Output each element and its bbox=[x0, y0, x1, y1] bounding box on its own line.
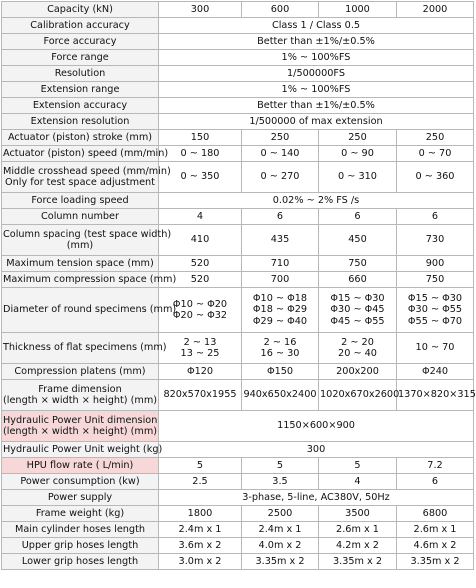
crosshead-speed-600: 0 ~ 270 bbox=[242, 162, 319, 193]
column-spacing-2000: 730 bbox=[397, 225, 474, 256]
extension-range-value: 1% ~ 100%FS bbox=[159, 82, 474, 98]
round-specimens-600-line: Φ29 ~ Φ40 bbox=[252, 315, 308, 327]
frame-weight-1000: 3500 bbox=[319, 506, 397, 522]
extension-accuracy-value: Better than ±1%/±0.5% bbox=[159, 98, 474, 114]
calibration-accuracy-label: Calibration accuracy bbox=[2, 18, 159, 34]
crosshead-speed-label bbox=[2, 162, 171, 193]
frame-dimension-600: 940x650x2400 bbox=[242, 380, 319, 411]
round-specimens-2000-line: Φ55 ~ Φ70 bbox=[407, 315, 463, 327]
column-spacing-1000: 450 bbox=[319, 225, 397, 256]
force-range-row bbox=[2, 50, 474, 66]
hpu-dimension-label bbox=[2, 411, 159, 442]
extension-range-row bbox=[2, 82, 474, 98]
hpu-weight-label: Hydraulic Power Unit weight (kg) bbox=[2, 442, 159, 458]
lower-grip-hoses-1000: 3.35m x 2 bbox=[319, 554, 397, 570]
actuator-speed-600: 0 ~ 140 bbox=[242, 146, 319, 162]
hpu-flow-rate-600: 5 bbox=[242, 458, 319, 474]
power-supply-row bbox=[2, 490, 474, 506]
flat-specimens-label: Thickness of flat specimens (mm) bbox=[2, 333, 159, 364]
flat-specimens-1000 bbox=[319, 333, 397, 364]
upper-grip-hoses-600: 4.0m x 2 bbox=[242, 538, 319, 554]
round-specimens-1000-line: Φ30 ~ Φ45 bbox=[330, 304, 385, 316]
column-number-row bbox=[2, 209, 474, 225]
column-spacing-row bbox=[2, 225, 474, 256]
column-spacing-label-line1: Column spacing (test space width) bbox=[3, 228, 172, 240]
column-spacing-label-line2: (mm) bbox=[66, 240, 94, 251]
capacity-600: 600 bbox=[242, 2, 319, 18]
max-compression-space-row bbox=[2, 272, 474, 288]
capacity-300: 300 bbox=[159, 2, 242, 18]
force-accuracy-row bbox=[2, 34, 474, 50]
flat-specimens-300-line: 2 ~ 13 bbox=[183, 336, 217, 348]
round-specimens-2000 bbox=[397, 288, 474, 333]
column-number-2000: 6 bbox=[397, 209, 474, 225]
actuator-speed-row bbox=[2, 146, 474, 162]
force-loading-speed-label: Force loading speed bbox=[2, 193, 159, 209]
max-tension-space-300: 520 bbox=[159, 256, 242, 272]
power-consumption-1000: 4 bbox=[319, 474, 397, 490]
max-tension-space-row bbox=[2, 256, 474, 272]
compression-platens-label: Compression platens (mm) bbox=[2, 364, 159, 380]
force-accuracy-value: Better than ±1%/±0.5% bbox=[159, 34, 474, 50]
force-range-label: Force range bbox=[2, 50, 159, 66]
extension-resolution-value: 1/500000 of max extension bbox=[159, 114, 474, 130]
upper-grip-hoses-1000: 4.2m x 2 bbox=[319, 538, 397, 554]
actuator-stroke-2000: 250 bbox=[397, 130, 474, 146]
power-consumption-600: 3.5 bbox=[242, 474, 319, 490]
actuator-stroke-300: 150 bbox=[159, 130, 242, 146]
hpu-weight-value: 300 bbox=[159, 442, 474, 458]
crosshead-speed-label-line2: Only for test space adjustment bbox=[5, 177, 155, 188]
flat-specimens-300 bbox=[159, 333, 242, 364]
frame-dimension-1000: 1020x670x2600 bbox=[319, 380, 397, 411]
actuator-speed-label: Actuator (piston) speed (mm/min) bbox=[2, 146, 159, 162]
frame-dimension-2000: 1370×820×315 bbox=[397, 380, 474, 411]
force-loading-speed-value: 0.02% ~ 2% FS /s bbox=[159, 193, 474, 209]
compression-platens-2000: Φ240 bbox=[397, 364, 474, 380]
compression-platens-300: Φ120 bbox=[159, 364, 242, 380]
round-specimens-row bbox=[2, 288, 474, 333]
extension-resolution-row bbox=[2, 114, 474, 130]
main-cylinder-hoses-row bbox=[2, 522, 474, 538]
hpu-flow-rate-2000: 7.2 bbox=[397, 458, 474, 474]
round-specimens-label: Diameter of round specimens (mm) bbox=[2, 288, 159, 333]
column-spacing-600: 435 bbox=[242, 225, 319, 256]
hpu-flow-rate-row bbox=[2, 458, 474, 474]
max-tension-space-1000: 750 bbox=[319, 256, 397, 272]
max-compression-space-1000: 660 bbox=[319, 272, 397, 288]
frame-dimension-row bbox=[2, 380, 474, 411]
capacity-label: Capacity (kN) bbox=[2, 2, 159, 18]
crosshead-speed-300: 0 ~ 350 bbox=[159, 162, 242, 193]
resolution-row bbox=[2, 66, 474, 82]
hpu-flow-rate-300: 5 bbox=[159, 458, 242, 474]
frame-weight-2000: 6800 bbox=[397, 506, 474, 522]
power-consumption-2000: 6 bbox=[397, 474, 474, 490]
frame-dimension-300: 820x570x1955 bbox=[159, 380, 242, 411]
power-consumption-label: Power consumption (kw) bbox=[2, 474, 159, 490]
round-specimens-600 bbox=[242, 288, 319, 333]
max-tension-space-label: Maximum tension space (mm) bbox=[2, 256, 159, 272]
column-spacing-label bbox=[2, 225, 172, 256]
hpu-dimension-label-line1: Hydraulic Power Unit dimension bbox=[3, 414, 158, 426]
main-cylinder-hoses-1000: 2.6m x 1 bbox=[319, 522, 397, 538]
frame-dimension-label bbox=[2, 380, 159, 411]
extension-resolution-label: Extension resolution bbox=[2, 114, 159, 130]
round-specimens-600-line: Φ18 ~ Φ29 bbox=[252, 304, 308, 316]
extension-accuracy-row bbox=[2, 98, 474, 114]
lower-grip-hoses-600: 3.35m x 2 bbox=[242, 554, 319, 570]
frame-dimension-label-line2: (length × width × height) (mm) bbox=[3, 395, 158, 406]
main-cylinder-hoses-2000: 2.6m x 1 bbox=[397, 522, 474, 538]
main-cylinder-hoses-300: 2.4m x 1 bbox=[159, 522, 242, 538]
lower-grip-hoses-300: 3.0m x 2 bbox=[159, 554, 242, 570]
max-tension-space-600: 710 bbox=[242, 256, 319, 272]
column-number-600: 6 bbox=[242, 209, 319, 225]
max-compression-space-300: 520 bbox=[159, 272, 242, 288]
actuator-stroke-row bbox=[2, 130, 474, 146]
resolution-label: Resolution bbox=[2, 66, 159, 82]
flat-specimens-600-line: 16 ~ 30 bbox=[260, 348, 300, 359]
round-specimens-1000-line: Φ45 ~ Φ55 bbox=[330, 315, 385, 327]
round-specimens-300-line: Φ10 ~ Φ20 bbox=[172, 298, 228, 310]
upper-grip-hoses-row bbox=[2, 538, 474, 554]
hpu-dimension-label-line2: (length × width × height) (mm) bbox=[3, 426, 158, 437]
force-loading-speed-row bbox=[2, 193, 474, 209]
power-consumption-300: 2.5 bbox=[159, 474, 242, 490]
power-supply-value: 3-phase, 5-line, AC380V, 50Hz bbox=[159, 490, 474, 506]
lower-grip-hoses-label: Lower grip hoses length bbox=[2, 554, 159, 570]
flat-specimens-1000-line: 2 ~ 20 bbox=[341, 336, 374, 348]
frame-dimension-label-line1: Frame dimension bbox=[38, 383, 122, 395]
actuator-stroke-label: Actuator (piston) stroke (mm) bbox=[2, 130, 159, 146]
max-tension-space-2000: 900 bbox=[397, 256, 474, 272]
capacity-row bbox=[2, 2, 474, 18]
frame-weight-label: Frame weight (kg) bbox=[2, 506, 159, 522]
compression-platens-1000: 200x200 bbox=[319, 364, 397, 380]
crosshead-speed-label-line1: Middle crosshead speed (mm/min) bbox=[3, 165, 171, 177]
calibration-accuracy-value: Class 1 / Class 0.5 bbox=[159, 18, 474, 34]
hpu-weight-row bbox=[2, 442, 474, 458]
frame-weight-300: 1800 bbox=[159, 506, 242, 522]
power-supply-label: Power supply bbox=[2, 490, 159, 506]
hpu-flow-rate-1000: 5 bbox=[319, 458, 397, 474]
compression-platens-row bbox=[2, 364, 474, 380]
lower-grip-hoses-row bbox=[2, 554, 474, 570]
frame-weight-row bbox=[2, 506, 474, 522]
extension-accuracy-label: Extension accuracy bbox=[2, 98, 159, 114]
calibration-accuracy-row bbox=[2, 18, 474, 34]
lower-grip-hoses-2000: 3.35m x 2 bbox=[397, 554, 474, 570]
column-number-label: Column number bbox=[2, 209, 159, 225]
specifications-table bbox=[1, 1, 474, 570]
actuator-speed-1000: 0 ~ 90 bbox=[319, 146, 397, 162]
force-accuracy-label: Force accuracy bbox=[2, 34, 159, 50]
round-specimens-300-line: Φ20 ~ Φ32 bbox=[172, 310, 228, 321]
main-cylinder-hoses-600: 2.4m x 1 bbox=[242, 522, 319, 538]
capacity-1000: 1000 bbox=[319, 2, 397, 18]
round-specimens-2000-line: Φ30 ~ Φ55 bbox=[407, 304, 463, 316]
crosshead-speed-1000: 0 ~ 310 bbox=[319, 162, 397, 193]
compression-platens-600: Φ150 bbox=[242, 364, 319, 380]
actuator-speed-300: 0 ~ 180 bbox=[159, 146, 242, 162]
upper-grip-hoses-2000: 4.6m x 2 bbox=[397, 538, 474, 554]
flat-specimens-300-line: 13 ~ 25 bbox=[180, 348, 220, 359]
main-cylinder-hoses-label: Main cylinder hoses length bbox=[2, 522, 159, 538]
frame-weight-600: 2500 bbox=[242, 506, 319, 522]
upper-grip-hoses-300: 3.6m x 2 bbox=[159, 538, 242, 554]
flat-specimens-2000: 10 ~ 70 bbox=[397, 333, 474, 364]
round-specimens-1000 bbox=[319, 288, 397, 333]
crosshead-speed-row bbox=[2, 162, 474, 193]
column-number-1000: 6 bbox=[319, 209, 397, 225]
round-specimens-1000-line: Φ15 ~ Φ30 bbox=[330, 292, 385, 304]
hpu-dimension-row bbox=[2, 411, 474, 442]
crosshead-speed-2000: 0 ~ 360 bbox=[397, 162, 474, 193]
round-specimens-600-line: Φ10 ~ Φ18 bbox=[252, 292, 308, 304]
max-compression-space-label: Maximum compression space (mm) bbox=[2, 272, 159, 288]
max-compression-space-600: 700 bbox=[242, 272, 319, 288]
upper-grip-hoses-label: Upper grip hoses length bbox=[2, 538, 159, 554]
flat-specimens-600-line: 2 ~ 16 bbox=[263, 336, 297, 348]
actuator-stroke-1000: 250 bbox=[319, 130, 397, 146]
power-consumption-row bbox=[2, 474, 474, 490]
flat-specimens-1000-line: 20 ~ 40 bbox=[338, 348, 377, 359]
force-range-value: 1% ~ 100%FS bbox=[159, 50, 474, 66]
flat-specimens-row bbox=[2, 333, 474, 364]
max-compression-space-2000: 750 bbox=[397, 272, 474, 288]
capacity-2000: 2000 bbox=[397, 2, 474, 18]
hpu-flow-rate-label: HPU flow rate ( L/min) bbox=[2, 458, 159, 474]
column-number-300: 4 bbox=[159, 209, 242, 225]
resolution-value: 1/500000FS bbox=[159, 66, 474, 82]
actuator-stroke-600: 250 bbox=[242, 130, 319, 146]
column-spacing-300: 410 bbox=[159, 225, 242, 256]
round-specimens-2000-line: Φ15 ~ Φ30 bbox=[407, 292, 463, 304]
flat-specimens-600 bbox=[242, 333, 319, 364]
extension-range-label: Extension range bbox=[2, 82, 159, 98]
actuator-speed-2000: 0 ~ 70 bbox=[397, 146, 474, 162]
hpu-dimension-value: 1150×600×900 bbox=[159, 411, 474, 442]
